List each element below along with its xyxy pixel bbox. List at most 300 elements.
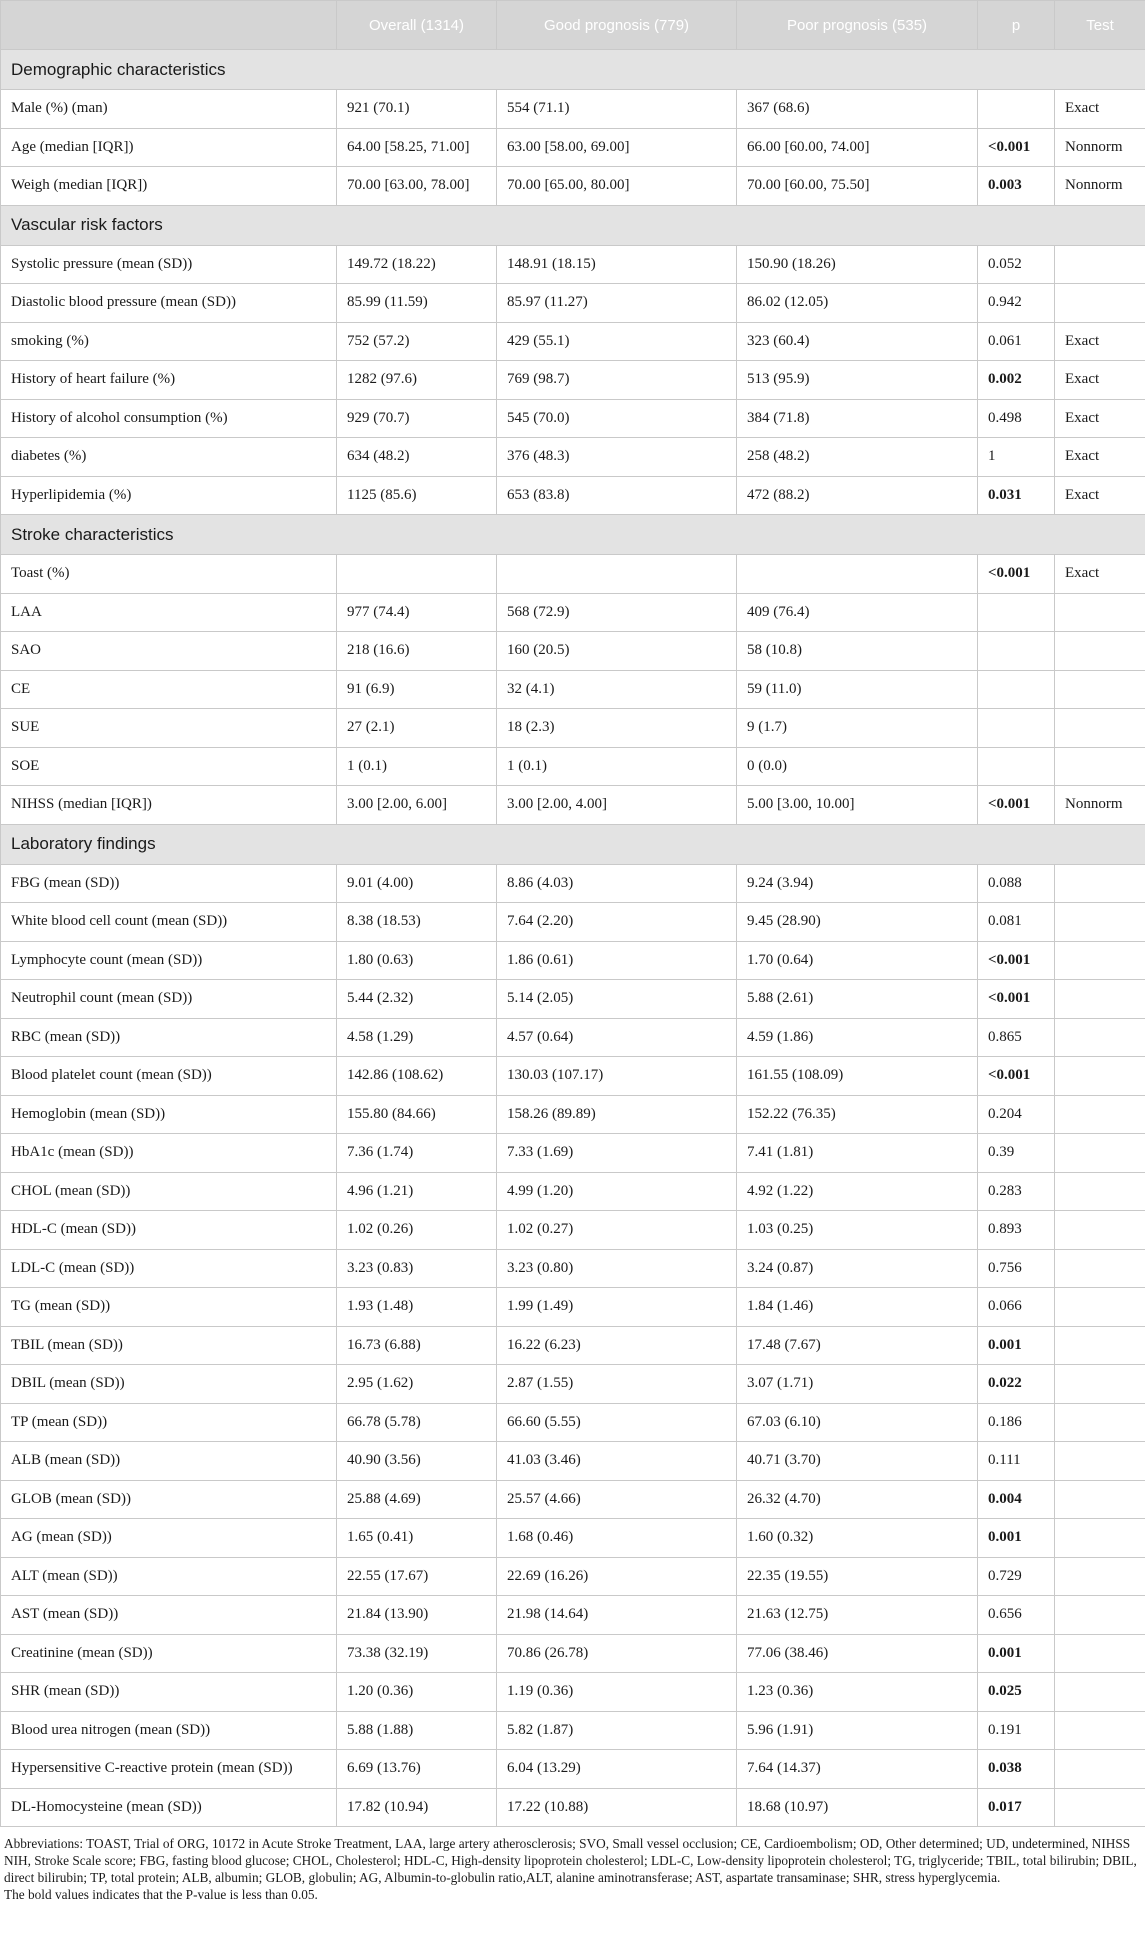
table-row	[1, 980, 1145, 1019]
cell-test	[1055, 1365, 1145, 1404]
cell-overall: 634 (48.2)	[337, 438, 497, 477]
table-row	[1, 670, 1145, 709]
cell-poor: 323 (60.4)	[737, 322, 978, 361]
cell-poor: 384 (71.8)	[737, 399, 978, 438]
cell-variable: GLOB (mean (SD))	[1, 1480, 337, 1519]
table-row	[1, 1634, 1145, 1673]
cell-overall: 4.96 (1.21)	[337, 1172, 497, 1211]
table-footnote	[0, 1827, 1145, 1903]
cell-test	[1055, 1403, 1145, 1442]
cell-p: <0.001	[978, 786, 1055, 825]
cell-overall: 1125 (85.6)	[337, 476, 497, 515]
cell-poor	[737, 555, 978, 594]
cell-variable: NIHSS (median [IQR])	[1, 786, 337, 825]
cell-good: 1.68 (0.46)	[497, 1519, 737, 1558]
cell-variable: SAO	[1, 632, 337, 671]
cell-test	[1055, 1288, 1145, 1327]
cell-good: 568 (72.9)	[497, 593, 737, 632]
cell-test: Exact	[1055, 361, 1145, 400]
cell-variable: SHR (mean (SD))	[1, 1673, 337, 1712]
cell-overall: 27 (2.1)	[337, 709, 497, 748]
cell-variable: Neutrophil count (mean (SD))	[1, 980, 337, 1019]
cell-good: 5.82 (1.87)	[497, 1711, 737, 1750]
cell-good: 1.02 (0.27)	[497, 1211, 737, 1250]
cell-p: 0.498	[978, 399, 1055, 438]
table-row	[1, 1557, 1145, 1596]
cell-p: 0.001	[978, 1519, 1055, 1558]
cell-poor: 21.63 (12.75)	[737, 1596, 978, 1635]
cell-test	[1055, 1134, 1145, 1173]
cell-test	[1055, 632, 1145, 671]
cell-overall: 2.95 (1.62)	[337, 1365, 497, 1404]
cell-p: 0.001	[978, 1634, 1055, 1673]
cell-p: <0.001	[978, 1057, 1055, 1096]
cell-p: <0.001	[978, 128, 1055, 167]
table-row	[1, 1480, 1145, 1519]
cell-good	[497, 555, 737, 594]
cell-good: 545 (70.0)	[497, 399, 737, 438]
cell-good: 85.97 (11.27)	[497, 284, 737, 323]
cell-good: 1.86 (0.61)	[497, 941, 737, 980]
cell-overall: 752 (57.2)	[337, 322, 497, 361]
cell-test	[1055, 670, 1145, 709]
cell-good: 7.64 (2.20)	[497, 903, 737, 942]
section-header	[1, 205, 1145, 245]
cell-test	[1055, 1018, 1145, 1057]
table-row	[1, 1326, 1145, 1365]
cell-poor: 9.24 (3.94)	[737, 864, 978, 903]
cell-p	[978, 709, 1055, 748]
table-row	[1, 632, 1145, 671]
table-row	[1, 941, 1145, 980]
cell-p: 0.111	[978, 1442, 1055, 1481]
cell-p	[978, 593, 1055, 632]
cell-overall: 7.36 (1.74)	[337, 1134, 497, 1173]
table-row	[1, 128, 1145, 167]
table-row	[1, 1519, 1145, 1558]
cell-poor: 22.35 (19.55)	[737, 1557, 978, 1596]
cell-overall: 929 (70.7)	[337, 399, 497, 438]
cell-poor: 150.90 (18.26)	[737, 245, 978, 284]
cell-overall: 5.88 (1.88)	[337, 1711, 497, 1750]
cell-variable: Male (%) (man)	[1, 90, 337, 129]
cell-test	[1055, 1634, 1145, 1673]
section-header	[1, 50, 1145, 90]
section-title: Laboratory findings	[1, 824, 1145, 864]
cell-overall: 85.99 (11.59)	[337, 284, 497, 323]
cell-variable: HDL-C (mean (SD))	[1, 1211, 337, 1250]
cell-p: 0.942	[978, 284, 1055, 323]
table-row	[1, 903, 1145, 942]
cell-overall	[337, 555, 497, 594]
cell-p: 0.893	[978, 1211, 1055, 1250]
cell-p: 0.052	[978, 245, 1055, 284]
header-row	[1, 1, 1145, 50]
cell-test	[1055, 1442, 1145, 1481]
cell-good: 653 (83.8)	[497, 476, 737, 515]
table-row	[1, 1018, 1145, 1057]
table-row	[1, 1211, 1145, 1250]
cell-p: 0.39	[978, 1134, 1055, 1173]
cell-p: 0.001	[978, 1326, 1055, 1365]
table-row	[1, 322, 1145, 361]
cell-overall: 3.00 [2.00, 6.00]	[337, 786, 497, 825]
cell-variable: TG (mean (SD))	[1, 1288, 337, 1327]
header-p: p	[978, 1, 1055, 50]
cell-p: 0.204	[978, 1095, 1055, 1134]
cell-overall: 25.88 (4.69)	[337, 1480, 497, 1519]
cell-test	[1055, 1249, 1145, 1288]
cell-p: 0.191	[978, 1711, 1055, 1750]
cell-variable: Age (median [IQR])	[1, 128, 337, 167]
cell-poor: 18.68 (10.97)	[737, 1788, 978, 1827]
cell-variable: CHOL (mean (SD))	[1, 1172, 337, 1211]
cell-good: 130.03 (107.17)	[497, 1057, 737, 1096]
cell-test: Nonnorm	[1055, 167, 1145, 206]
cell-test	[1055, 1557, 1145, 1596]
table-row	[1, 90, 1145, 129]
cell-test	[1055, 980, 1145, 1019]
cell-good: 32 (4.1)	[497, 670, 737, 709]
cell-overall: 22.55 (17.67)	[337, 1557, 497, 1596]
cell-good: 1.19 (0.36)	[497, 1673, 737, 1712]
table-row	[1, 1172, 1145, 1211]
cell-poor: 1.60 (0.32)	[737, 1519, 978, 1558]
cell-variable: SOE	[1, 747, 337, 786]
cell-overall: 64.00 [58.25, 71.00]	[337, 128, 497, 167]
cell-good: 5.14 (2.05)	[497, 980, 737, 1019]
table-row	[1, 245, 1145, 284]
cell-p: 1	[978, 438, 1055, 477]
cell-good: 70.00 [65.00, 80.00]	[497, 167, 737, 206]
cell-p: 0.186	[978, 1403, 1055, 1442]
cell-poor: 4.59 (1.86)	[737, 1018, 978, 1057]
cell-variable: History of heart failure (%)	[1, 361, 337, 400]
cell-variable: Hyperlipidemia (%)	[1, 476, 337, 515]
table-row	[1, 1288, 1145, 1327]
table-row	[1, 1596, 1145, 1635]
cell-p: 0.004	[978, 1480, 1055, 1519]
table-row	[1, 1095, 1145, 1134]
cell-good: 70.86 (26.78)	[497, 1634, 737, 1673]
cell-variable: FBG (mean (SD))	[1, 864, 337, 903]
cell-overall: 1.65 (0.41)	[337, 1519, 497, 1558]
cell-p	[978, 90, 1055, 129]
cell-p: 0.656	[978, 1596, 1055, 1635]
cell-overall: 1.80 (0.63)	[337, 941, 497, 980]
cell-good: 7.33 (1.69)	[497, 1134, 737, 1173]
cell-good: 1.99 (1.49)	[497, 1288, 737, 1327]
cell-good: 16.22 (6.23)	[497, 1326, 737, 1365]
cell-overall: 17.82 (10.94)	[337, 1788, 497, 1827]
cell-test: Nonnorm	[1055, 128, 1145, 167]
table-row	[1, 786, 1145, 825]
cell-good: 148.91 (18.15)	[497, 245, 737, 284]
cell-good: 429 (55.1)	[497, 322, 737, 361]
cell-good: 1 (0.1)	[497, 747, 737, 786]
cell-p	[978, 632, 1055, 671]
cell-variable: AG (mean (SD))	[1, 1519, 337, 1558]
cell-variable: DBIL (mean (SD))	[1, 1365, 337, 1404]
cell-test	[1055, 593, 1145, 632]
cell-variable: Diastolic blood pressure (mean (SD))	[1, 284, 337, 323]
cell-overall: 3.23 (0.83)	[337, 1249, 497, 1288]
cell-overall: 9.01 (4.00)	[337, 864, 497, 903]
table-row	[1, 555, 1145, 594]
cell-p: 0.283	[978, 1172, 1055, 1211]
cell-variable: RBC (mean (SD))	[1, 1018, 337, 1057]
cell-overall: 91 (6.9)	[337, 670, 497, 709]
cell-test	[1055, 1326, 1145, 1365]
section-title: Demographic characteristics	[1, 50, 1145, 90]
cell-poor: 86.02 (12.05)	[737, 284, 978, 323]
cell-poor: 367 (68.6)	[737, 90, 978, 129]
cell-good: 6.04 (13.29)	[497, 1750, 737, 1789]
table-row	[1, 1442, 1145, 1481]
cell-p: 0.022	[978, 1365, 1055, 1404]
table-row	[1, 1249, 1145, 1288]
cell-good: 554 (71.1)	[497, 90, 737, 129]
cell-poor: 3.07 (1.71)	[737, 1365, 978, 1404]
cell-poor: 161.55 (108.09)	[737, 1057, 978, 1096]
cell-poor: 7.64 (14.37)	[737, 1750, 978, 1789]
cell-good: 4.99 (1.20)	[497, 1172, 737, 1211]
cell-overall: 977 (74.4)	[337, 593, 497, 632]
cell-overall: 8.38 (18.53)	[337, 903, 497, 942]
table-row	[1, 438, 1145, 477]
cell-overall: 1.02 (0.26)	[337, 1211, 497, 1250]
cell-variable: Hemoglobin (mean (SD))	[1, 1095, 337, 1134]
cell-poor: 409 (76.4)	[737, 593, 978, 632]
cell-variable: SUE	[1, 709, 337, 748]
cell-test: Exact	[1055, 476, 1145, 515]
cell-test	[1055, 245, 1145, 284]
cell-poor: 26.32 (4.70)	[737, 1480, 978, 1519]
cell-overall: 218 (16.6)	[337, 632, 497, 671]
cell-test	[1055, 903, 1145, 942]
cell-test: Exact	[1055, 322, 1145, 361]
footnote-abbreviations: Abbreviations: TOAST, Trial of ORG, 10172 in Acute Stroke Treatment, LAA, large artery atherosclerosis; SVO, Small vessel occlusion; CE, Cardioembolism; OD, Other determined; UD, undetermined, NIHSS NIH, Stroke Scale score; FBG, fasting blood glucose; CHOL, Cholesterol; HDL-C, High-density lipoprotein cholesterol; LDL-C, Low-density lipoprotein cholesterol; TG, triglyceride; TBIL, total bilirubin; DBIL, direct bilirubin; TP, total protein; ALB, albumin; GLOB, globulin; AG, Albumin-to-globulin ratio,ALT, alanine aminotransferase; AST, aspartate transaminase; SHR, stress hyperglycemia.	[4, 1836, 1137, 1885]
table-row	[1, 361, 1145, 400]
cell-poor: 9.45 (28.90)	[737, 903, 978, 942]
cell-poor: 152.22 (76.35)	[737, 1095, 978, 1134]
cell-test	[1055, 709, 1145, 748]
cell-test	[1055, 1519, 1145, 1558]
table-row	[1, 593, 1145, 632]
cell-good: 25.57 (4.66)	[497, 1480, 737, 1519]
cell-poor: 70.00 [60.00, 75.50]	[737, 167, 978, 206]
cell-poor: 1.84 (1.46)	[737, 1288, 978, 1327]
cell-poor: 77.06 (38.46)	[737, 1634, 978, 1673]
table-row	[1, 709, 1145, 748]
cell-overall: 21.84 (13.90)	[337, 1596, 497, 1635]
cell-poor: 5.88 (2.61)	[737, 980, 978, 1019]
header-variable	[1, 1, 337, 50]
cell-good: 376 (48.3)	[497, 438, 737, 477]
cell-test	[1055, 1788, 1145, 1827]
table-row	[1, 1711, 1145, 1750]
cell-variable: Blood platelet count (mean (SD))	[1, 1057, 337, 1096]
cell-test	[1055, 1673, 1145, 1712]
cell-test: Exact	[1055, 399, 1145, 438]
cell-poor: 5.96 (1.91)	[737, 1711, 978, 1750]
table-row	[1, 1057, 1145, 1096]
cell-overall: 66.78 (5.78)	[337, 1403, 497, 1442]
table-row	[1, 864, 1145, 903]
cell-poor: 9 (1.7)	[737, 709, 978, 748]
cell-good: 21.98 (14.64)	[497, 1596, 737, 1635]
cell-test: Exact	[1055, 90, 1145, 129]
cell-overall: 70.00 [63.00, 78.00]	[337, 167, 497, 206]
cell-test	[1055, 1711, 1145, 1750]
cell-overall: 149.72 (18.22)	[337, 245, 497, 284]
cell-p: 0.002	[978, 361, 1055, 400]
cell-test	[1055, 1750, 1145, 1789]
table-row	[1, 1788, 1145, 1827]
cell-poor: 1.03 (0.25)	[737, 1211, 978, 1250]
section-header	[1, 515, 1145, 555]
cell-variable: Systolic pressure (mean (SD))	[1, 245, 337, 284]
table-row	[1, 1403, 1145, 1442]
cell-poor: 1.23 (0.36)	[737, 1673, 978, 1712]
cell-poor: 1.70 (0.64)	[737, 941, 978, 980]
cell-overall: 6.69 (13.76)	[337, 1750, 497, 1789]
cell-variable: DL-Homocysteine (mean (SD))	[1, 1788, 337, 1827]
table-body	[1, 50, 1145, 1827]
cell-p: 0.031	[978, 476, 1055, 515]
cell-test: Exact	[1055, 438, 1145, 477]
cell-poor: 67.03 (6.10)	[737, 1403, 978, 1442]
cell-overall: 1.20 (0.36)	[337, 1673, 497, 1712]
cell-overall: 142.86 (108.62)	[337, 1057, 497, 1096]
cell-test	[1055, 1172, 1145, 1211]
cell-overall: 5.44 (2.32)	[337, 980, 497, 1019]
cell-p: 0.003	[978, 167, 1055, 206]
cell-good: 158.26 (89.89)	[497, 1095, 737, 1134]
cell-overall: 921 (70.1)	[337, 90, 497, 129]
cell-variable: smoking (%)	[1, 322, 337, 361]
table-row	[1, 476, 1145, 515]
cell-p: 0.865	[978, 1018, 1055, 1057]
cell-good: 18 (2.3)	[497, 709, 737, 748]
cell-overall: 1 (0.1)	[337, 747, 497, 786]
cell-variable: Blood urea nitrogen (mean (SD))	[1, 1711, 337, 1750]
cell-p	[978, 747, 1055, 786]
cell-good: 22.69 (16.26)	[497, 1557, 737, 1596]
section-title: Stroke characteristics	[1, 515, 1145, 555]
table-row	[1, 1673, 1145, 1712]
cell-variable: ALT (mean (SD))	[1, 1557, 337, 1596]
cell-p: <0.001	[978, 980, 1055, 1019]
cell-good: 8.86 (4.03)	[497, 864, 737, 903]
cell-p: 0.081	[978, 903, 1055, 942]
cell-variable: Hypersensitive C-reactive protein (mean (SD))	[1, 1750, 337, 1789]
cell-p	[978, 670, 1055, 709]
cell-overall: 1282 (97.6)	[337, 361, 497, 400]
table-row	[1, 399, 1145, 438]
cell-overall: 40.90 (3.56)	[337, 1442, 497, 1481]
cell-test	[1055, 1057, 1145, 1096]
cell-p: 0.066	[978, 1288, 1055, 1327]
header-overall: Overall (1314)	[337, 1, 497, 50]
cell-variable: LAA	[1, 593, 337, 632]
cell-variable: Lymphocyte count (mean (SD))	[1, 941, 337, 980]
cell-p: 0.729	[978, 1557, 1055, 1596]
cell-poor: 5.00 [3.00, 10.00]	[737, 786, 978, 825]
cell-good: 63.00 [58.00, 69.00]	[497, 128, 737, 167]
cell-poor: 40.71 (3.70)	[737, 1442, 978, 1481]
cell-good: 17.22 (10.88)	[497, 1788, 737, 1827]
cell-test	[1055, 864, 1145, 903]
cell-poor: 58 (10.8)	[737, 632, 978, 671]
cell-good: 2.87 (1.55)	[497, 1365, 737, 1404]
cell-variable: HbA1c (mean (SD))	[1, 1134, 337, 1173]
cell-p: <0.001	[978, 555, 1055, 594]
cell-test: Nonnorm	[1055, 786, 1145, 825]
cell-variable: ALB (mean (SD))	[1, 1442, 337, 1481]
cell-variable: Toast (%)	[1, 555, 337, 594]
cell-p: 0.756	[978, 1249, 1055, 1288]
cell-poor: 66.00 [60.00, 74.00]	[737, 128, 978, 167]
table-row	[1, 284, 1145, 323]
header-poor-prognosis: Poor prognosis (535)	[737, 1, 978, 50]
cell-poor: 513 (95.9)	[737, 361, 978, 400]
cell-test	[1055, 1211, 1145, 1250]
cell-overall: 4.58 (1.29)	[337, 1018, 497, 1057]
section-header	[1, 824, 1145, 864]
cell-variable: diabetes (%)	[1, 438, 337, 477]
cell-p: 0.038	[978, 1750, 1055, 1789]
cell-variable: LDL-C (mean (SD))	[1, 1249, 337, 1288]
header-test: Test	[1055, 1, 1145, 50]
cell-good: 66.60 (5.55)	[497, 1403, 737, 1442]
cell-p: 0.017	[978, 1788, 1055, 1827]
cell-overall: 1.93 (1.48)	[337, 1288, 497, 1327]
cell-good: 3.00 [2.00, 4.00]	[497, 786, 737, 825]
cell-poor: 4.92 (1.22)	[737, 1172, 978, 1211]
section-title: Vascular risk factors	[1, 205, 1145, 245]
cell-poor: 7.41 (1.81)	[737, 1134, 978, 1173]
cell-variable: Weigh (median [IQR])	[1, 167, 337, 206]
cell-variable: TP (mean (SD))	[1, 1403, 337, 1442]
table-row	[1, 1134, 1145, 1173]
cell-good: 160 (20.5)	[497, 632, 737, 671]
cell-good: 769 (98.7)	[497, 361, 737, 400]
cell-overall: 16.73 (6.88)	[337, 1326, 497, 1365]
table-row	[1, 1365, 1145, 1404]
cell-poor: 3.24 (0.87)	[737, 1249, 978, 1288]
cell-test	[1055, 1480, 1145, 1519]
cell-test	[1055, 1596, 1145, 1635]
cell-poor: 59 (11.0)	[737, 670, 978, 709]
cell-poor: 0 (0.0)	[737, 747, 978, 786]
cell-p: 0.088	[978, 864, 1055, 903]
cell-variable: TBIL (mean (SD))	[1, 1326, 337, 1365]
cell-overall: 73.38 (32.19)	[337, 1634, 497, 1673]
cell-overall: 155.80 (84.66)	[337, 1095, 497, 1134]
cell-poor: 472 (88.2)	[737, 476, 978, 515]
cell-test	[1055, 747, 1145, 786]
cell-test	[1055, 284, 1145, 323]
cell-poor: 17.48 (7.67)	[737, 1326, 978, 1365]
header-good-prognosis: Good prognosis (779)	[497, 1, 737, 50]
cell-variable: CE	[1, 670, 337, 709]
cell-p: 0.061	[978, 322, 1055, 361]
table-row	[1, 1750, 1145, 1789]
cell-variable: AST (mean (SD))	[1, 1596, 337, 1635]
table-row	[1, 167, 1145, 206]
cell-good: 3.23 (0.80)	[497, 1249, 737, 1288]
